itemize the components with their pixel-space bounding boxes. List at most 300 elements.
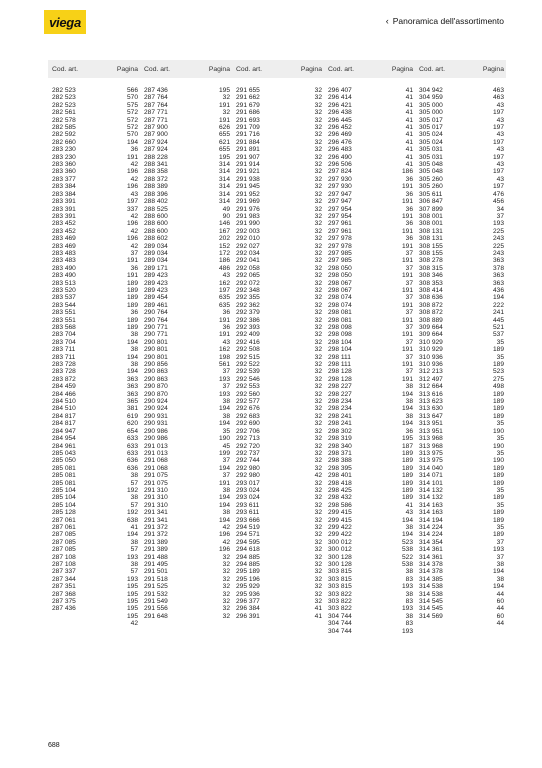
page-ref: 636	[126, 464, 138, 472]
page-ref: 225	[492, 227, 504, 235]
page-ref: 32	[314, 257, 322, 265]
article-code: 283 704	[52, 331, 76, 339]
article-code: 290 801	[144, 346, 168, 354]
article-code: 284 961	[52, 442, 76, 450]
article-code: 292 508	[236, 346, 260, 354]
article-code: 298 074	[328, 294, 352, 302]
page-ref: 191	[218, 116, 230, 124]
article-code: 291 488	[144, 553, 168, 561]
article-code: 291 525	[144, 583, 168, 591]
article-code: 295 196	[236, 575, 260, 583]
page-ref: 36	[405, 190, 413, 198]
page-ref: 38	[405, 523, 413, 531]
page-ref: 189	[492, 479, 504, 487]
page-ref: 38	[130, 538, 138, 546]
article-code: 297 978	[328, 242, 352, 250]
page-ref: 196	[126, 168, 138, 176]
page-ref: 189	[126, 316, 138, 324]
section-nav-link[interactable]	[386, 16, 504, 26]
page-ref: 32	[222, 575, 230, 583]
page-ref: 37	[222, 368, 230, 376]
article-code: 291 532	[144, 590, 168, 598]
article-code: 284 459	[52, 383, 76, 391]
page-ref: 194	[218, 516, 230, 524]
page-header: Pagina	[208, 65, 230, 73]
article-code: 298 388	[328, 457, 352, 465]
article-code: 299 422	[328, 531, 352, 539]
page-ref: 197	[492, 168, 504, 176]
article-code: 291 310	[144, 494, 168, 502]
page-ref: 189	[492, 390, 504, 398]
article-code: 291 556	[144, 605, 168, 613]
article-code: 292 713	[236, 435, 260, 443]
article-code: 314 071	[419, 472, 443, 480]
page-ref: 38	[405, 590, 413, 598]
page-ref: 32	[314, 249, 322, 257]
article-code: 303 815	[328, 575, 352, 583]
page-ref: 523	[401, 538, 413, 546]
article-code: 287 771	[144, 109, 168, 117]
article-code: 303 822	[328, 598, 352, 606]
page-ref: 32	[222, 568, 230, 576]
article-code: 291 372	[144, 523, 168, 531]
article-code: 287 436	[144, 87, 168, 94]
page-ref: 42	[130, 161, 138, 169]
article-code: 285 128	[52, 509, 76, 517]
article-code: 310 929	[419, 346, 443, 354]
page-ref: 191	[401, 361, 413, 369]
page-ref: 32	[314, 331, 322, 339]
article-code: 287 085	[52, 546, 76, 554]
article-code: 313 968	[419, 435, 443, 443]
article-code: 282 585	[52, 124, 76, 132]
article-code: 303 815	[328, 583, 352, 591]
page-ref: 32	[314, 427, 322, 435]
page-ref: 32	[314, 368, 322, 376]
article-code: 300 012	[328, 546, 352, 554]
page-ref: 626	[218, 124, 230, 132]
page-ref: 476	[492, 190, 504, 198]
article-code: 291 075	[144, 472, 168, 480]
article-code: 299 422	[328, 523, 352, 531]
article-code: 290 771	[144, 324, 168, 331]
article-codes	[328, 87, 352, 635]
page-ref: 41	[405, 138, 413, 146]
page-ref: 41	[405, 116, 413, 124]
page-ref: 44	[496, 605, 504, 613]
article-code: 295 189	[236, 568, 260, 576]
page-ref: 83	[405, 620, 413, 628]
page-ref: 32	[314, 442, 322, 450]
page-ref: 190	[492, 427, 504, 435]
article-code: 294 519	[236, 523, 260, 531]
page-ref: 37	[405, 264, 413, 272]
article-code: 290 801	[144, 353, 168, 361]
article-code: 306 847	[419, 198, 443, 206]
article-code: 283 551	[52, 316, 76, 324]
page-ref: 32	[314, 175, 322, 183]
article-code: 289 034	[144, 257, 168, 265]
page-ref: 32	[314, 116, 322, 124]
page-ref: 38	[405, 383, 413, 391]
table-column	[140, 87, 232, 635]
page-ref: 572	[126, 116, 138, 124]
article-code: 288 341	[144, 161, 168, 169]
page-ref: 191	[218, 316, 230, 324]
page-ref: 38	[130, 472, 138, 480]
article-code: 312 213	[419, 368, 443, 376]
page-numbers	[493, 87, 504, 635]
page-ref: 32	[314, 286, 322, 294]
article-code: 283 230	[52, 146, 76, 154]
page-ref: 191	[401, 375, 413, 383]
logo-text: viega	[49, 14, 81, 30]
article-code: 291 549	[144, 598, 168, 606]
article-code: 285 104	[52, 494, 76, 502]
article-code: 314 163	[419, 509, 443, 517]
page-ref: 195	[126, 605, 138, 613]
page-ref: 197	[492, 124, 504, 132]
page-ref: 42	[130, 227, 138, 235]
article-code: 308 353	[419, 279, 443, 287]
article-code: 292 737	[236, 449, 260, 457]
page-ref: 41	[405, 501, 413, 509]
page-ref: 363	[126, 383, 138, 391]
page-ref: 186	[218, 257, 230, 265]
article-code: 298 111	[328, 353, 351, 361]
article-code: 291 945	[236, 183, 260, 191]
article-code: 310 936	[419, 353, 443, 361]
article-code: 291 716	[236, 131, 260, 139]
page-ref: 32	[222, 561, 230, 568]
page-ref: 194	[218, 501, 230, 509]
page-ref: 37	[405, 338, 413, 346]
article-code: 283 544	[52, 301, 76, 309]
page-ref: 60	[496, 612, 504, 620]
article-code: 313 968	[419, 442, 443, 450]
article-code: 303 815	[328, 568, 352, 576]
article-code: 308 155	[419, 249, 443, 257]
page-ref: 191	[218, 101, 230, 109]
page-ref: 32	[314, 101, 322, 109]
article-code: 293 611	[236, 509, 260, 517]
page-ref: 41	[405, 153, 413, 161]
article-code: 283 452	[52, 220, 76, 228]
article-code: 292 072	[236, 279, 260, 287]
page-numbers	[315, 87, 322, 635]
page-ref: 314	[218, 161, 230, 169]
page-ref: 194	[126, 531, 138, 539]
page-ref: 619	[126, 412, 138, 420]
article-code: 298 227	[328, 383, 352, 391]
page-ref: 42	[222, 523, 230, 531]
article-code: 292 003	[236, 227, 260, 235]
page-ref: 363	[492, 257, 504, 265]
article-code: 288 600	[144, 212, 168, 220]
page-header: Pagina	[300, 65, 322, 73]
page-ref: 37	[130, 249, 138, 257]
column-header	[140, 60, 232, 78]
article-code: 287 337	[52, 568, 76, 576]
article-code: 283 490	[52, 264, 76, 272]
page-ref: 36	[405, 175, 413, 183]
article-code: 291 310	[144, 501, 168, 509]
article-code: 292 515	[236, 353, 260, 361]
code-header: Cod. art.	[144, 65, 171, 73]
page-ref: 463	[492, 94, 504, 102]
page-ref: 314	[218, 168, 230, 176]
article-code: 296 377	[236, 598, 260, 606]
article-code: 308 155	[419, 242, 443, 250]
section-nav-label: Panoramica dell'assortimento	[392, 16, 504, 26]
article-code: 291 372	[144, 531, 168, 539]
article-code: 305 031	[419, 153, 443, 161]
article-code: 290 870	[144, 383, 168, 391]
page-ref: 189	[126, 294, 138, 302]
article-code: 283 490	[52, 272, 76, 280]
article-code: 291 389	[144, 538, 168, 546]
page-ref: 197	[492, 138, 504, 146]
page-ref: 194	[401, 420, 413, 428]
article-code: 313 623	[419, 398, 443, 406]
article-code: 285 104	[52, 486, 76, 494]
page-ref: 35	[496, 523, 504, 531]
article-code: 289 034	[144, 242, 168, 250]
page-ref: 37	[222, 383, 230, 391]
article-code: 293 017	[236, 479, 260, 487]
page-ref: 189	[492, 346, 504, 354]
article-code: 283 230	[52, 153, 76, 161]
page-ref: 314	[218, 175, 230, 183]
page-ref: 37	[405, 279, 413, 287]
article-code: 288 602	[144, 235, 168, 243]
page-ref: 193	[492, 220, 504, 228]
article-code: 283 513	[52, 279, 76, 287]
article-code: 298 340	[328, 442, 352, 450]
page-ref: 32	[222, 612, 230, 620]
article-code: 314 538	[419, 583, 443, 591]
article-code: 314 538	[419, 590, 443, 598]
page-ref: 193	[492, 546, 504, 554]
page-ref: 566	[126, 87, 138, 94]
article-code: 287 108	[52, 561, 76, 568]
page-ref: 654	[126, 427, 138, 435]
article-code: 297 985	[328, 257, 352, 265]
page-ref: 43	[496, 131, 504, 139]
article-code: 300 012	[328, 538, 352, 546]
page-ref: 43	[405, 509, 413, 517]
page-ref: 191	[126, 272, 138, 280]
article-code: 291 907	[236, 153, 260, 161]
code-header: Cod. art.	[52, 65, 79, 73]
page-ref: 37	[405, 294, 413, 302]
page-ref: 37	[405, 324, 413, 331]
article-code: 288 358	[144, 168, 168, 176]
article-code: 290 863	[144, 368, 168, 376]
article-code: 308 872	[419, 301, 443, 309]
article-code: 285 104	[52, 501, 76, 509]
page-ref: 194	[126, 338, 138, 346]
article-code: 287 344	[52, 575, 76, 583]
article-code: 296 452	[328, 124, 352, 132]
page-ref: 436	[492, 286, 504, 294]
article-code: 283 537	[52, 294, 76, 302]
page-ref: 42	[130, 212, 138, 220]
article-code: 296 476	[328, 138, 352, 146]
article-code: 292 379	[236, 309, 260, 317]
article-code: 296 506	[328, 161, 352, 169]
page-ref: 189	[492, 464, 504, 472]
article-code: 298 418	[328, 479, 352, 487]
page-header: Pagina	[482, 65, 504, 73]
page-ref: 42	[314, 472, 322, 480]
page-ref: 32	[314, 531, 322, 539]
page-ref: 41	[405, 161, 413, 169]
page-ref: 635	[218, 294, 230, 302]
article-code: 297 978	[328, 235, 352, 243]
article-code: 290 931	[144, 412, 168, 420]
article-code: 283 520	[52, 286, 76, 294]
page-ref: 275	[492, 375, 504, 383]
page-ref: 635	[218, 301, 230, 309]
article-code: 289 171	[144, 264, 168, 272]
page-ref: 191	[401, 272, 413, 280]
article-code: 303 822	[328, 605, 352, 613]
page-ref: 621	[218, 138, 230, 146]
page-header: Pagina	[116, 65, 138, 73]
article-code: 298 081	[328, 309, 352, 317]
article-code: 313 951	[419, 427, 443, 435]
page-ref: 196	[126, 183, 138, 191]
page-ref: 191	[218, 479, 230, 487]
article-code: 298 050	[328, 264, 352, 272]
article-code: 287 764	[144, 101, 168, 109]
page-ref: 37	[222, 472, 230, 480]
page-ref: 337	[126, 205, 138, 213]
article-code: 283 711	[52, 353, 76, 361]
page-ref: 32	[314, 516, 322, 524]
article-code: 294 618	[236, 546, 260, 554]
page-ref: 572	[126, 109, 138, 117]
article-code: 298 395	[328, 464, 352, 472]
article-code: 292 041	[236, 257, 260, 265]
page-ref: 32	[222, 94, 230, 102]
page-ref: 194	[126, 368, 138, 376]
page-ref: 152	[218, 242, 230, 250]
article-code: 283 483	[52, 257, 76, 265]
page-ref: 191	[401, 198, 413, 206]
article-code: 283 872	[52, 375, 76, 383]
page-ref: 633	[126, 435, 138, 443]
article-code: 292 010	[236, 235, 260, 243]
article-code: 309 664	[419, 331, 443, 339]
page-ref: 42	[222, 538, 230, 546]
page-ref: 498	[492, 383, 504, 391]
page-ref: 43	[496, 175, 504, 183]
page-ref: 538	[401, 546, 413, 554]
article-code: 298 241	[328, 412, 352, 420]
article-code: 283 360	[52, 168, 76, 176]
page-ref: 167	[218, 227, 230, 235]
article-code: 294 595	[236, 538, 260, 546]
page-ref: 38	[130, 361, 138, 369]
page-ref: 378	[492, 264, 504, 272]
article-code: 297 961	[328, 220, 352, 228]
page-ref: 32	[314, 486, 322, 494]
article-code: 310 929	[419, 338, 443, 346]
page-ref: 189	[492, 472, 504, 480]
article-code: 314 224	[419, 531, 443, 539]
page-ref: 363	[126, 390, 138, 398]
article-code: 291 709	[236, 124, 260, 132]
page-ref: 195	[218, 87, 230, 94]
article-code: 297 954	[328, 212, 352, 220]
page-ref: 35	[496, 501, 504, 509]
article-code: 292 744	[236, 457, 260, 465]
article-code: 298 319	[328, 435, 352, 443]
page-ref: 60	[496, 598, 504, 606]
article-code: 292 355	[236, 294, 260, 302]
page-ref: 191	[218, 331, 230, 339]
article-code: 305 024	[419, 138, 443, 146]
column-header	[324, 60, 415, 78]
page-ref: 189	[401, 457, 413, 465]
article-code: 288 525	[144, 205, 168, 213]
article-code: 287 771	[144, 116, 168, 124]
page-ref: 43	[222, 272, 230, 280]
page-ref: 32	[314, 309, 322, 317]
page-ref: 193	[126, 575, 138, 583]
page-ref: 196	[126, 220, 138, 228]
page-ref: 57	[130, 501, 138, 509]
page-ref: 41	[130, 523, 138, 531]
page-numbers	[402, 87, 413, 635]
article-codes	[419, 87, 443, 635]
page-ref: 243	[492, 249, 504, 257]
article-code: 292 348	[236, 286, 260, 294]
page-ref: 194	[492, 294, 504, 302]
article-code: 307 899	[419, 205, 443, 213]
page-ref: 37	[496, 553, 504, 561]
article-code: 296 483	[328, 146, 352, 154]
page-ref: 32	[222, 553, 230, 561]
article-code: 291 068	[144, 457, 168, 465]
article-code: 287 436	[52, 605, 76, 613]
article-code: 283 391	[52, 205, 76, 213]
page-ref: 32	[222, 598, 230, 606]
page-ref: 32	[314, 568, 322, 576]
article-code: 291 914	[236, 161, 260, 169]
page-ref: 32	[314, 590, 322, 598]
article-code: 291 990	[236, 220, 260, 228]
page-ref: 35	[496, 486, 504, 494]
article-code: 298 432	[328, 494, 352, 502]
article-code: 291 976	[236, 205, 260, 213]
article-code: 287 061	[52, 523, 76, 531]
article-code: 285 081	[52, 464, 76, 472]
article-code: 283 391	[52, 212, 76, 220]
article-code: 287 108	[52, 553, 76, 561]
article-code: 298 098	[328, 324, 352, 331]
article-code: 305 031	[419, 146, 443, 154]
page-ref: 189	[401, 464, 413, 472]
article-code: 292 522	[236, 361, 260, 369]
page-ref: 38	[222, 509, 230, 517]
article-code: 296 469	[328, 131, 352, 139]
article-code: 295 929	[236, 583, 260, 591]
article-code: 305 000	[419, 109, 443, 117]
article-code: 308 889	[419, 316, 443, 324]
